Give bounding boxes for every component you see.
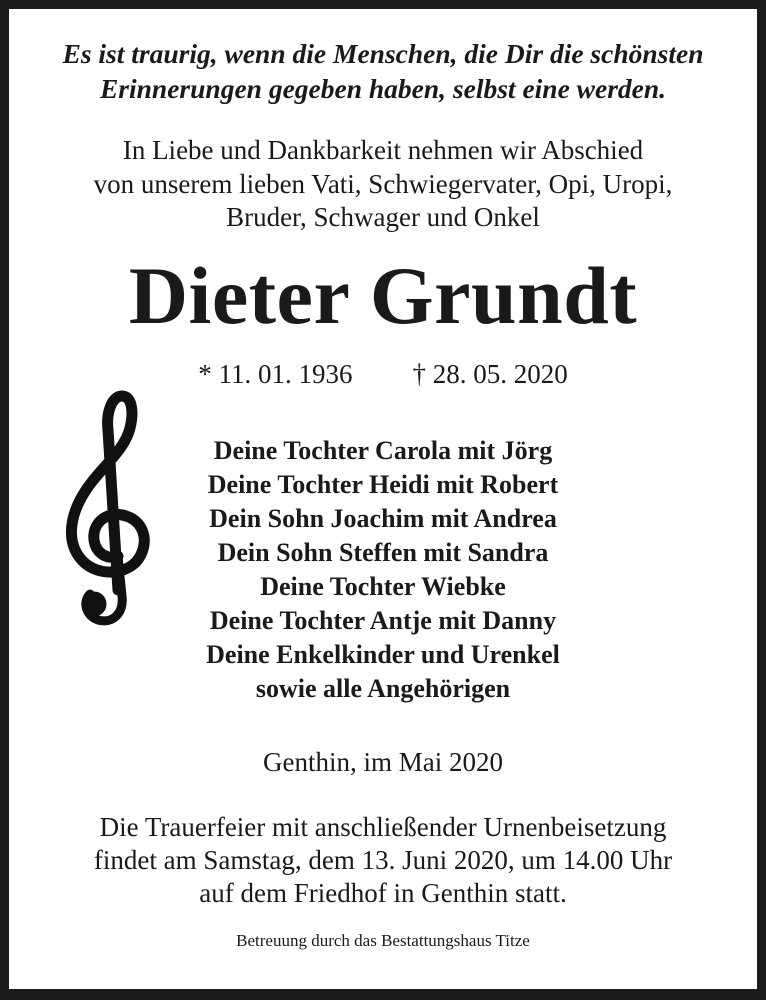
intro-line: Bruder, Schwager und Onkel [226,202,540,232]
ceremony-line: auf dem Friedhof in Genthin statt. [199,878,567,908]
family-member: sowie alle Angehörigen [255,674,511,703]
family-member: Deine Tochter Wiebke [260,572,506,601]
family-list [0,434,766,706]
motto-quote [0,36,766,106]
birth-date: * 11. 01. 1936 [198,359,353,389]
death-date: † 28. 05. 2020 [412,359,568,389]
family-member: Deine Tochter Antje mit Danny [209,606,557,635]
family-member: Dein Sohn Steffen mit Sandra [217,538,549,567]
ceremony-line: findet am Samstag, dem 13. Juni 2020, um 14.00 Uhr [93,845,673,875]
intro-text [0,134,766,235]
motto-line: Es ist traurig, wenn die Menschen, die Dir die schönsten [62,38,704,69]
family-member: Dein Sohn Joachim mit Andrea [209,504,557,533]
place-and-date: Genthin, im Mai 2020 [263,747,503,777]
ceremony-info [0,811,766,910]
family-member: Deine Enkelkinder und Urenkel [206,640,560,669]
ceremony-line: Die Trauerfeier mit anschließender Urnenbeisetzung [99,812,667,842]
funeral-home-credit: Betreuung durch das Bestattungshaus Titze [236,931,530,950]
deceased-name: Dieter Grundt [128,250,638,341]
family-member: Deine Tochter Carola mit Jörg [213,436,553,465]
motto-line: Erinnerungen gegeben haben, selbst eine werden. [99,73,667,104]
family-member: Deine Tochter Heidi mit Robert [207,470,559,499]
intro-line: In Liebe und Dankbarkeit nehmen wir Abschied [122,135,644,165]
life-dates [0,358,766,390]
intro-line: von unserem lieben Vati, Schwiegervater, Opi, Uropi, [93,168,673,199]
